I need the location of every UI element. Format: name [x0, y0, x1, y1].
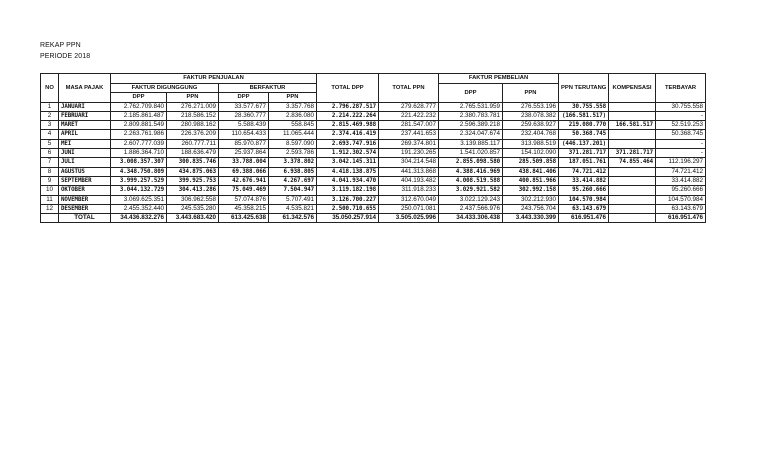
cell-dig-ppn: 280.988.162: [167, 121, 219, 130]
cell-terbayar: 74.721.412: [656, 167, 706, 176]
header-faktur-penjualan: FAKTUR PENJUALAN: [111, 74, 317, 84]
cell-kompensasi: [609, 195, 656, 204]
cell-terbayar: -: [656, 111, 706, 120]
cell-total-ppn: 312.670.049: [379, 195, 439, 204]
cell-total-ppn: 191.230.265: [379, 149, 439, 158]
cell-total-ppn: 304.214.548: [379, 158, 439, 167]
cell-terutang: 371.281.717: [559, 149, 609, 158]
cell-dig-dpp: 2.762.709.840: [111, 102, 167, 111]
cell-terbayar: 33.414.882: [656, 176, 706, 185]
table-row: [41, 176, 706, 185]
cell-dig-dpp: 4.348.750.809: [111, 167, 167, 176]
cell-terutang: 33.414.882: [559, 176, 609, 185]
cell-no: 4: [41, 130, 59, 139]
cell-kompensasi: 166.581.517: [609, 121, 656, 130]
cell-total-ppn: 279.628.777: [379, 102, 439, 111]
cell-ber-dpp: 33.577.677: [219, 102, 269, 111]
cell-total-dpp: 2.693.747.916: [317, 139, 379, 148]
cell-no: 10: [41, 186, 59, 195]
report-title: REKAP PPN: [40, 42, 81, 49]
cell-total-dpp: 4.418.138.875: [317, 167, 379, 176]
cell-total-dpp: 2.374.416.419: [317, 130, 379, 139]
cell-terbayar: 104.570.984: [656, 195, 706, 204]
cell-kompensasi: 74.855.464: [609, 158, 656, 167]
cell-terutang: 219.080.770: [559, 121, 609, 130]
cell-beli-ppn: 400.851.966: [503, 176, 559, 185]
cell-beli-dpp: 2.324.047.674: [439, 130, 503, 139]
cell-ber-ppn: 3.357.768: [269, 102, 317, 111]
cell-dig-ppn: 218.586.152: [167, 111, 219, 120]
cell-dig-dpp: 2.607.777.039: [111, 139, 167, 148]
cell-kompensasi: [609, 139, 656, 148]
cell-total-dpp: 4.041.934.470: [317, 176, 379, 185]
cell-dig-dpp: 2.263.761.986: [111, 130, 167, 139]
total-ber-dpp: 613.425.638: [219, 214, 269, 223]
cell-ber-ppn: 8.597.090: [269, 139, 317, 148]
cell-beli-ppn: 259.638.927: [503, 121, 559, 130]
cell-no: 6: [41, 149, 59, 158]
cell-ber-ppn: 7.504.947: [269, 186, 317, 195]
cell-beli-dpp: 2.855.098.580: [439, 158, 503, 167]
header-total-ppn: TOTAL PPN: [379, 74, 439, 103]
cell-beli-dpp: 4.388.416.969: [439, 167, 503, 176]
total-dig-ppn: 3.443.683.420: [167, 214, 219, 223]
cell-beli-dpp: 3.022.129.243: [439, 195, 503, 204]
cell-ber-ppn: 2.836.080: [269, 111, 317, 120]
cell-ber-dpp: 45.358.215: [219, 204, 269, 213]
cell-no: 11: [41, 195, 59, 204]
cell-dig-ppn: 306.962.558: [167, 195, 219, 204]
total-total-ppn: 3.505.025.996: [379, 214, 439, 223]
cell-beli-dpp: 1.541.020.857: [439, 149, 503, 158]
cell-beli-ppn: 238.078.382: [503, 111, 559, 120]
header-masa-pajak: MASA PAJAK: [59, 74, 111, 103]
cell-beli-ppn: 285.509.858: [503, 158, 559, 167]
cell-masa: MARET: [59, 121, 111, 130]
cell-ber-dpp: 69.388.066: [219, 167, 269, 176]
cell-dig-dpp: 2.809.881.549: [111, 121, 167, 130]
cell-dig-dpp: 2.185.861.487: [111, 111, 167, 120]
cell-terbayar: 52.519.253: [656, 121, 706, 130]
cell-beli-ppn: 243.756.704: [503, 204, 559, 213]
cell-dig-dpp: 2.455.352.440: [111, 204, 167, 213]
table-row: [41, 121, 706, 130]
cell-beli-ppn: 302.212.930: [503, 195, 559, 204]
cell-total-dpp: 2.796.287.517: [317, 102, 379, 111]
cell-total-ppn: 281.547.007: [379, 121, 439, 130]
cell-ber-dpp: 85.970.877: [219, 139, 269, 148]
cell-beli-dpp: 3.029.921.582: [439, 186, 503, 195]
cell-no: 3: [41, 121, 59, 130]
table-row: [41, 158, 706, 167]
cell-terutang: 30.755.558: [559, 102, 609, 111]
cell-beli-dpp: 4.008.519.588: [439, 176, 503, 185]
cell-beli-dpp: 3.139.885.117: [439, 139, 503, 148]
table-row: [41, 139, 706, 148]
cell-dig-ppn: 276.271.009: [167, 102, 219, 111]
total-terutang: 616.951.476: [559, 214, 609, 223]
cell-masa: FEBRUARI: [59, 111, 111, 120]
cell-dig-dpp: 3.999.257.529: [111, 176, 167, 185]
header-dig-dpp: DPP: [111, 93, 167, 102]
cell-ber-dpp: 33.788.004: [219, 158, 269, 167]
table-row: [41, 167, 706, 176]
cell-total-ppn: 250.071.081: [379, 204, 439, 213]
header-ber-ppn: PPN: [269, 93, 317, 102]
header-berfaktur: BERFAKTUR: [219, 84, 317, 93]
cell-beli-dpp: 2.596.389.218: [439, 121, 503, 130]
cell-ber-dpp: 25.937.864: [219, 149, 269, 158]
cell-dig-dpp: 3.069.625.351: [111, 195, 167, 204]
table-row: [41, 195, 706, 204]
cell-masa: JANUARI: [59, 102, 111, 111]
cell-kompensasi: [609, 130, 656, 139]
cell-masa: NOVEMBER: [59, 195, 111, 204]
cell-terbayar: 112.196.297: [656, 158, 706, 167]
header-beli-dpp: DPP: [439, 84, 503, 103]
header-faktur-digunggung: FAKTUR DIGUNGGUNG: [111, 84, 219, 93]
cell-beli-ppn: 438.841.406: [503, 167, 559, 176]
cell-terutang: 187.051.761: [559, 158, 609, 167]
cell-dig-ppn: 226.376.209: [167, 130, 219, 139]
header-beli-ppn: PPN: [503, 84, 559, 103]
total-terbayar: 616.951.476: [656, 214, 706, 223]
cell-terutang: 50.368.745: [559, 130, 609, 139]
total-beli-ppn: 3.443.330.399: [503, 214, 559, 223]
cell-total-ppn: 237.441.653: [379, 130, 439, 139]
cell-dig-ppn: 245.535.280: [167, 204, 219, 213]
cell-masa: APRIL: [59, 130, 111, 139]
cell-ber-ppn: 11.065.444: [269, 130, 317, 139]
cell-kompensasi: [609, 186, 656, 195]
cell-dig-dpp: 1.886.364.710: [111, 149, 167, 158]
cell-total-dpp: 3.119.182.198: [317, 186, 379, 195]
cell-terutang: (166.581.517): [559, 111, 609, 120]
cell-no: 1: [41, 102, 59, 111]
cell-dig-ppn: 300.835.746: [167, 158, 219, 167]
cell-beli-ppn: 154.102.090: [503, 149, 559, 158]
cell-dig-dpp: 3.044.132.729: [111, 186, 167, 195]
cell-ber-dpp: 75.049.469: [219, 186, 269, 195]
cell-total-dpp: 3.126.700.227: [317, 195, 379, 204]
header-kompensasi: KOMPENSASI: [609, 74, 656, 103]
cell-ber-ppn: 558.845: [269, 121, 317, 130]
header-terbayar: TERBAYAR: [656, 74, 706, 103]
cell-no: 2: [41, 111, 59, 120]
cell-beli-dpp: 2.380.783.781: [439, 111, 503, 120]
cell-ber-dpp: 28.360.777: [219, 111, 269, 120]
total-total-dpp: 35.050.257.914: [317, 214, 379, 223]
cell-masa: DESEMBER: [59, 204, 111, 213]
cell-total-dpp: 2.500.710.655: [317, 204, 379, 213]
table-row: [41, 204, 706, 213]
cell-masa: OKTOBER: [59, 186, 111, 195]
cell-masa: SEPTEMBER: [59, 176, 111, 185]
cell-dig-ppn: 434.875.063: [167, 167, 219, 176]
table-row: [41, 111, 706, 120]
cell-terbayar: 30.755.558: [656, 102, 706, 111]
cell-ber-dpp: 5.588.439: [219, 121, 269, 130]
cell-ber-ppn: 4.535.821: [269, 204, 317, 213]
cell-ber-ppn: 2.593.786: [269, 149, 317, 158]
cell-beli-ppn: 302.992.158: [503, 186, 559, 195]
cell-masa: MEI: [59, 139, 111, 148]
cell-beli-dpp: 2.765.531.959: [439, 102, 503, 111]
cell-ber-dpp: 42.676.941: [219, 176, 269, 185]
cell-kompensasi: [609, 176, 656, 185]
cell-no: 8: [41, 167, 59, 176]
cell-kompensasi: [609, 167, 656, 176]
cell-ber-ppn: 5.707.491: [269, 195, 317, 204]
cell-total-dpp: 2.815.469.988: [317, 121, 379, 130]
cell-total-ppn: 311.918.233: [379, 186, 439, 195]
cell-kompensasi: [609, 102, 656, 111]
table-row: [41, 149, 706, 158]
cell-terbayar: 50.368.745: [656, 130, 706, 139]
cell-no: 12: [41, 204, 59, 213]
cell-total-ppn: 269.374.801: [379, 139, 439, 148]
cell-total-dpp: 3.042.145.311: [317, 158, 379, 167]
cell-beli-dpp: 2.437.566.976: [439, 204, 503, 213]
cell-kompensasi: [609, 204, 656, 213]
cell-no: 9: [41, 176, 59, 185]
cell-terbayar: 63.143.679: [656, 204, 706, 213]
header-total-dpp: TOTAL DPP: [317, 74, 379, 103]
total-beli-dpp: 34.433.306.438: [439, 214, 503, 223]
total-kompensasi: [609, 214, 656, 223]
cell-dig-dpp: 3.008.357.307: [111, 158, 167, 167]
cell-dig-ppn: 188.636.479: [167, 149, 219, 158]
cell-total-ppn: 404.193.482: [379, 176, 439, 185]
cell-terutang: 63.143.679: [559, 204, 609, 213]
cell-terutang: 104.570.984: [559, 195, 609, 204]
cell-dig-ppn: 304.413.286: [167, 186, 219, 195]
cell-dig-ppn: 399.925.753: [167, 176, 219, 185]
cell-kompensasi: [609, 111, 656, 120]
cell-terutang: 95.260.666: [559, 186, 609, 195]
total-label: TOTAL: [59, 214, 111, 223]
cell-masa: AGUSTUS: [59, 167, 111, 176]
cell-total-dpp: 2.214.222.264: [317, 111, 379, 120]
cell-terbayar: -: [656, 139, 706, 148]
header-dig-ppn: PPN: [167, 93, 219, 102]
report-period: PERIODE 2018: [40, 53, 91, 60]
cell-total-dpp: 1.912.302.574: [317, 149, 379, 158]
cell-beli-ppn: 232.404.768: [503, 130, 559, 139]
total-dig-dpp: 34.436.832.276: [111, 214, 167, 223]
cell-dig-ppn: 260.777.711: [167, 139, 219, 148]
cell-total-ppn: 221.422.232: [379, 111, 439, 120]
table-row: [41, 186, 706, 195]
cell-beli-ppn: 313.988.519: [503, 139, 559, 148]
cell-terbayar: 95.260.666: [656, 186, 706, 195]
cell-total-ppn: 441.313.868: [379, 167, 439, 176]
cell-masa: JULI: [59, 158, 111, 167]
cell-terbayar: -: [656, 149, 706, 158]
header-faktur-pembelian: FAKTUR PEMBELIAN: [439, 74, 559, 84]
cell-terutang: 74.721.412: [559, 167, 609, 176]
header-ppn-terutang: PPN TERUTANG: [559, 74, 609, 103]
cell-ber-dpp: 110.654.433: [219, 130, 269, 139]
cell-masa: JUNI: [59, 149, 111, 158]
table-row: [41, 102, 706, 111]
header-ber-dpp: DPP: [219, 93, 269, 102]
cell-no: 5: [41, 139, 59, 148]
rekap-ppn-table: [40, 73, 706, 223]
table-row: [41, 130, 706, 139]
cell-no: 7: [41, 158, 59, 167]
total-ber-ppn: 61.342.576: [269, 214, 317, 223]
cell-beli-ppn: 276.553.196: [503, 102, 559, 111]
header-no: NO: [41, 74, 59, 103]
cell-terutang: (446.137.201): [559, 139, 609, 148]
cell-kompensasi: 371.281.717: [609, 149, 656, 158]
cell-ber-dpp: 57.074.876: [219, 195, 269, 204]
total-row: [41, 214, 706, 223]
cell-ber-ppn: 3.378.802: [269, 158, 317, 167]
cell-ber-ppn: 4.267.697: [269, 176, 317, 185]
cell-ber-ppn: 6.938.805: [269, 167, 317, 176]
